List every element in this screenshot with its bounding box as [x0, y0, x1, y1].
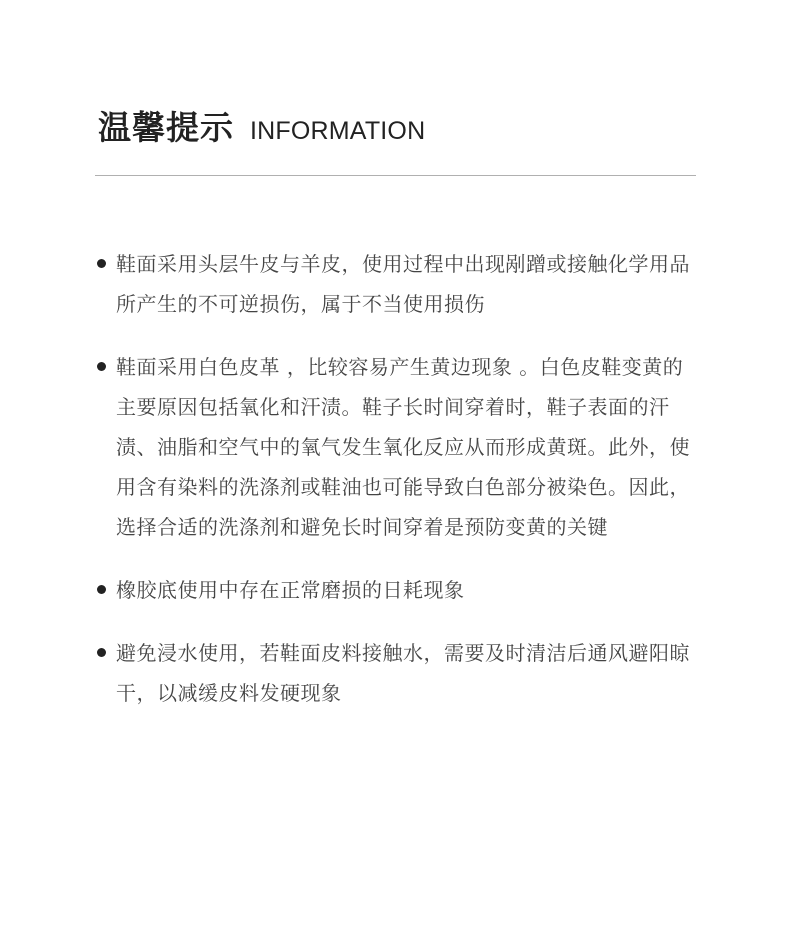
header-divider	[95, 175, 696, 176]
tip-item	[95, 347, 695, 547]
bullet-icon	[97, 648, 106, 657]
section-header	[98, 102, 425, 152]
page-subtitle: INFORMATION	[250, 117, 426, 145]
tip-text: 鞋面采用头层牛皮与羊皮，使用过程中出现剐蹭或接触化学用品所产生的不可逆损伤，属于不当使用损伤	[116, 252, 690, 316]
tip-item	[95, 633, 695, 713]
tip-text: 鞋面采用白色皮革 ，比较容易产生黄边现象 。白色皮鞋变黄的主要原因包括氧化和汗渍。鞋子长时间穿着时，鞋子表面的汗渍、油脂和空气中的氧气发生氧化反应从而形成黄斑。此外，使用含有染料的洗涤剂或鞋油也可能导致白色部分被染色。因此，选择合适的洗涤剂和避免长时间穿着是预防变黄的关键	[116, 355, 690, 539]
tip-item	[95, 570, 695, 610]
tips-list	[95, 244, 695, 736]
bullet-icon	[97, 362, 106, 371]
tip-text: 避免浸水使用，若鞋面皮料接触水，需要及时清洁后通风避阳晾干，以减缓皮料发硬现象	[116, 641, 690, 705]
page-title: 温馨提示	[98, 108, 234, 147]
tip-text: 橡胶底使用中存在正常磨损的日耗现象	[116, 578, 465, 602]
bullet-icon	[97, 259, 106, 268]
bullet-icon	[97, 585, 106, 594]
tip-item	[95, 244, 695, 324]
